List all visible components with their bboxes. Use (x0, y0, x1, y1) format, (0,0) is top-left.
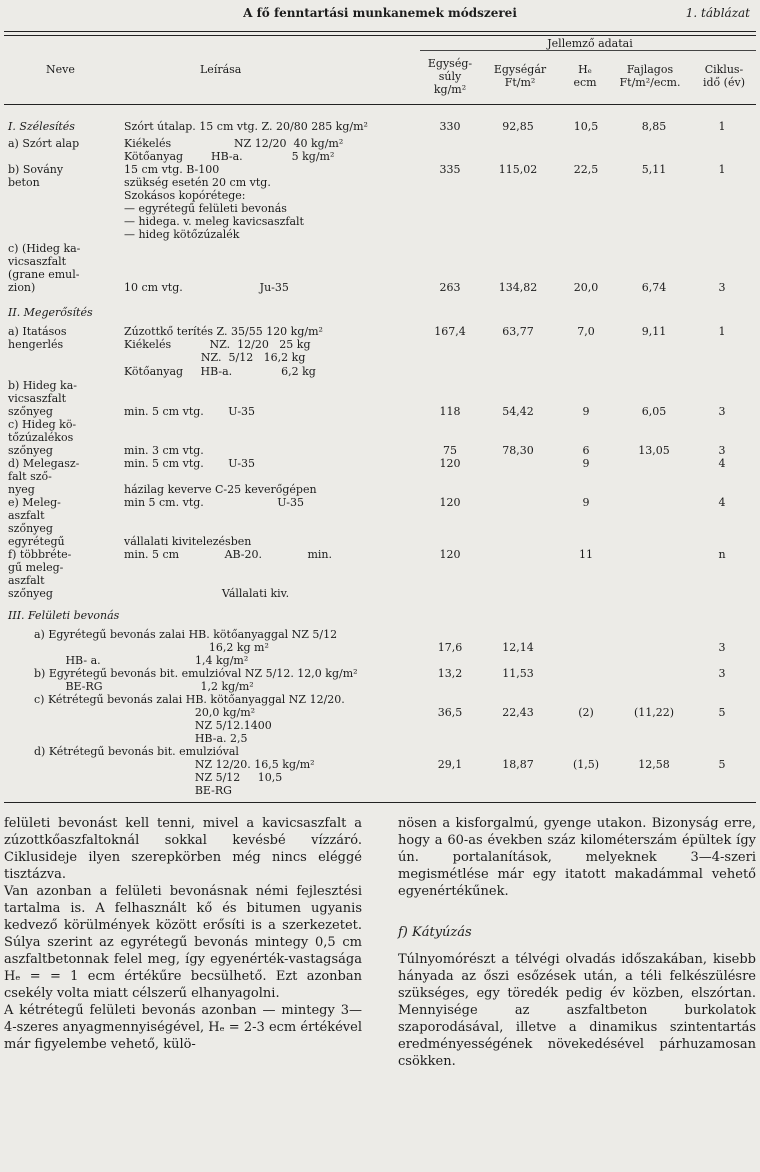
row-name: zion) (8, 281, 36, 294)
row-name: szőnyeg (8, 587, 53, 600)
row-weight: 29,1 (437, 758, 463, 771)
row-weight: 335 (439, 163, 461, 176)
row-price: 18,87 (502, 758, 534, 771)
col-spec-header: Fajlagos Ft/m²/ecm. (619, 63, 681, 89)
row-weight: 120 (439, 548, 461, 561)
row-he: 22,5 (573, 163, 599, 176)
row-price: 12,14 (502, 641, 534, 654)
row-desc: Zúzottkő terítés Z. 35/55 120 kg/m² (124, 325, 323, 338)
row-name: II. Megerősítés (8, 306, 93, 319)
page-header-title: A fő fenntartási munkanemek módszerei (243, 6, 517, 20)
row-desc: BE-RG 1,2 kg/m² (34, 680, 254, 693)
row-desc: min. 3 cm vtg. (124, 444, 204, 457)
row-desc: NZ 5/12 10,5 (34, 771, 283, 784)
row-he: 9 (582, 457, 590, 470)
body-left-text: felületi bevonást kell tenni, mivel a kavicsaszfalt a zúzottkőaszfaltoknál sokkal kevésbé vízzáró. Ciklusideje ilyen szerepkörben még nincs eléggé tisztázva. Van azonban a felületi bevonásnak némi fejlesztési tartalma is. A felhasznált kő és bitumen ugyanis kedvező körülmények között erősíti is a szerkezetet. Súlya szerint az egyrétegű bevonás mintegy 0,5 cm aszfaltbetonnak felel meg, így egyenérték-vastagsága Hₑ = = 1 ecm értékűre becsülhető. Ezt azonban csekély volta miatt célszerű elhanyagolni. A kétrétegű felületi bevonás azonban — mintegy 3—4-szeres anyagmennyiségével, Hₑ = 2-3 ecm értékével már figyelembe vehető, külö- (4, 816, 362, 1052)
row-spec: 12,58 (638, 758, 670, 771)
row-desc: HB-a. 2,5 (34, 732, 248, 745)
row-name: szőnyeg (8, 444, 53, 457)
row-cycle: 1 (718, 325, 726, 338)
row-spec: 13,05 (638, 444, 670, 457)
row-weight: 330 (439, 120, 461, 133)
row-weight: 17,6 (437, 641, 463, 654)
row-spec: 6,05 (641, 405, 667, 418)
row-price: 92,85 (502, 120, 534, 133)
row-weight: 13,2 (437, 667, 463, 680)
row-he: 10,5 (573, 120, 599, 133)
row-cycle: 3 (718, 641, 726, 654)
row-desc: 20,0 kg/m² (34, 706, 256, 719)
col-price-header: Egységár Ft/m² (493, 63, 547, 89)
row-name: szőnyeg (8, 522, 53, 535)
row-name: a) Itatásos (8, 325, 67, 338)
row-desc: min. 5 cm AB-20. min. (124, 548, 332, 561)
row-desc: szükség esetén 20 cm vtg. (124, 176, 271, 189)
row-name: beton (8, 176, 40, 189)
row-cycle: 4 (718, 496, 726, 509)
row-desc: Kiékelés NZ 12/20 40 kg/m² (124, 137, 344, 150)
col-name-header: Neve (46, 63, 75, 76)
row-price: 78,30 (502, 444, 534, 457)
header-bottom-rule (4, 104, 756, 105)
row-weight: 75 (443, 444, 457, 457)
row-name: aszfalt (8, 574, 45, 587)
row-desc: HB- a. 1,4 kg/m² (34, 654, 249, 667)
row-name: gű meleg- (8, 561, 64, 574)
row-name: szőnyeg (8, 405, 53, 418)
col-weight-header: Egység- súly kg/m² (427, 57, 473, 96)
row-he: 6 (582, 444, 590, 457)
row-weight: 120 (439, 457, 461, 470)
group-rule (420, 50, 756, 51)
section-f-heading: f) Kátyúzás (398, 925, 472, 940)
row-he: 20,0 (573, 281, 599, 294)
row-desc: vállalati kivitelezésben (124, 535, 252, 548)
row-desc: Szórt útalap. 15 cm vtg. Z. 20/80 285 kg/m² (124, 120, 368, 133)
row-weight: 263 (439, 281, 461, 294)
row-desc: 10 cm vtg. Ju-35 (124, 281, 289, 294)
row-desc: min 5 cm. vtg. U-35 (124, 496, 305, 509)
row-desc: Kötőanyag HB-a. 5 kg/m² (124, 150, 335, 163)
row-desc: Szokásos kopórétege: (124, 189, 246, 202)
row-cycle: 4 (718, 457, 726, 470)
row-name: d) Melegasz- (8, 457, 80, 470)
row-name: I. Szélesítés (8, 120, 75, 133)
row-weight: 167,4 (434, 325, 466, 338)
row-name: e) Meleg- (8, 496, 61, 509)
row-desc: BE-RG (34, 784, 232, 797)
row-cycle: 1 (718, 163, 726, 176)
group-header: Jellemző adatai (547, 37, 633, 50)
row-name: c) (Hideg ka- (8, 242, 81, 255)
row-weight: 120 (439, 496, 461, 509)
row-desc: — egyrétegű felületi bevonás (124, 202, 287, 215)
row-cycle: 3 (718, 281, 726, 294)
row-cycle: 3 (718, 405, 726, 418)
row-desc: Kötőanyag HB-a. 6,2 kg (124, 365, 316, 378)
row-desc: 15 cm vtg. B-100 (124, 163, 220, 176)
row-cycle: 3 (718, 444, 726, 457)
row-desc: Vállalati kiv. (124, 587, 290, 600)
row-name: hengerlés (8, 338, 64, 351)
table-top-rule (4, 31, 756, 32)
row-price: 63,77 (502, 325, 534, 338)
table-tag: 1. táblázat (685, 6, 750, 20)
row-cycle: 1 (718, 120, 726, 133)
body-right-top: nösen a kisforgalmú, gyenge utakon. Bizonyság erre, hogy a 60-as években száz kilométerszám épültek így ún. portalanítások, melyeknek 3—4-szeri megismétlése már egy itatott makadámmal vehető egyenértékűnek. (398, 816, 756, 899)
row-desc: c) Kétrétegű bevonás zalai HB. kötőanyaggal NZ 12/20. (34, 693, 345, 706)
row-name: III. Felületi bevonás (8, 609, 120, 622)
row-desc: b) Egyrétegű bevonás bit. emulzióval NZ 5/12. 12,0 kg/m² (34, 667, 358, 680)
row-desc: d) Kétrétegű bevonás bit. emulzióval (34, 745, 239, 758)
row-price: 22,43 (502, 706, 534, 719)
row-cycle: 3 (718, 667, 726, 680)
row-price: 11,53 (502, 667, 534, 680)
row-he: 11 (579, 548, 593, 561)
row-spec: (11,22) (633, 706, 675, 719)
row-desc: 16,2 kg m² (34, 641, 269, 654)
row-he: (2) (578, 706, 594, 719)
row-desc: — hidega. v. meleg kavicsaszfalt (124, 215, 304, 228)
row-desc: NZ 5/12.1400 (34, 719, 272, 732)
row-he: 7,0 (577, 325, 595, 338)
row-price: 134,82 (498, 281, 538, 294)
row-name: a) Szórt alap (8, 137, 80, 150)
row-desc: min. 5 cm vtg. U-35 (124, 457, 256, 470)
row-desc: NZ. 5/12 16,2 kg (124, 351, 306, 364)
row-name: falt sző- (8, 470, 52, 483)
row-name: nyeg (8, 483, 35, 496)
table-top-rule-2 (4, 35, 756, 36)
body-column-left (4, 815, 362, 1053)
row-name: b) Hideg ka- (8, 379, 77, 392)
row-name: vicsaszfalt (8, 392, 67, 405)
row-spec: 8,85 (641, 120, 667, 133)
body-right-bottom: Túlnyomórészt a télvégi olvadás időszakában, kisebb hányada az őszi esőzések után, a téli felkészülésre szükséges, egy töredék pedig év közben, elszórtan. Mennyisége az aszfaltbeton burkolatok szaporodásával, illetve a dinamikus szintentartás eredményességének növekedésével párhuzamosan csökken. (398, 952, 756, 1069)
col-he-header: Hₑ ecm (573, 63, 597, 89)
row-cycle: n (718, 548, 726, 561)
row-name: c) Hideg kö- (8, 418, 77, 431)
row-desc: házilag keverve C-25 keverőgépen (124, 483, 317, 496)
row-desc: — hideg kötőzúzalék (124, 228, 240, 241)
row-cycle: 5 (718, 706, 726, 719)
row-weight: 36,5 (437, 706, 463, 719)
row-cycle: 5 (718, 758, 726, 771)
row-price: 54,42 (502, 405, 534, 418)
row-he: 9 (582, 405, 590, 418)
col-cycle-header: Ciklus- idő (év) (703, 63, 745, 89)
row-price: 115,02 (498, 163, 538, 176)
table-bottom-rule (4, 802, 756, 803)
row-he: (1,5) (572, 758, 600, 771)
row-name: (grane emul- (8, 268, 80, 281)
row-spec: 9,11 (641, 325, 667, 338)
body-column-right (398, 815, 756, 1070)
col-desc-header: Leírása (200, 63, 242, 76)
row-desc: a) Egyrétegű bevonás zalai HB. kötőanyaggal NZ 5/12 (34, 628, 338, 641)
row-weight: 118 (439, 405, 461, 418)
row-desc: min. 5 cm vtg. U-35 (124, 405, 256, 418)
row-spec: 6,74 (641, 281, 667, 294)
row-name: tőzúzalékos (8, 431, 74, 444)
row-name: aszfalt (8, 509, 45, 522)
row-desc: NZ 12/20. 16,5 kg/m² (34, 758, 315, 771)
row-he: 9 (582, 496, 590, 509)
row-name: f) többréte- (8, 548, 72, 561)
row-name: vicsaszfalt (8, 255, 67, 268)
row-name: b) Sovány (8, 163, 64, 176)
row-desc: Kiékelés NZ. 12/20 25 kg (124, 338, 311, 351)
row-spec: 5,11 (641, 163, 667, 176)
row-name: egyrétegű (8, 535, 65, 548)
